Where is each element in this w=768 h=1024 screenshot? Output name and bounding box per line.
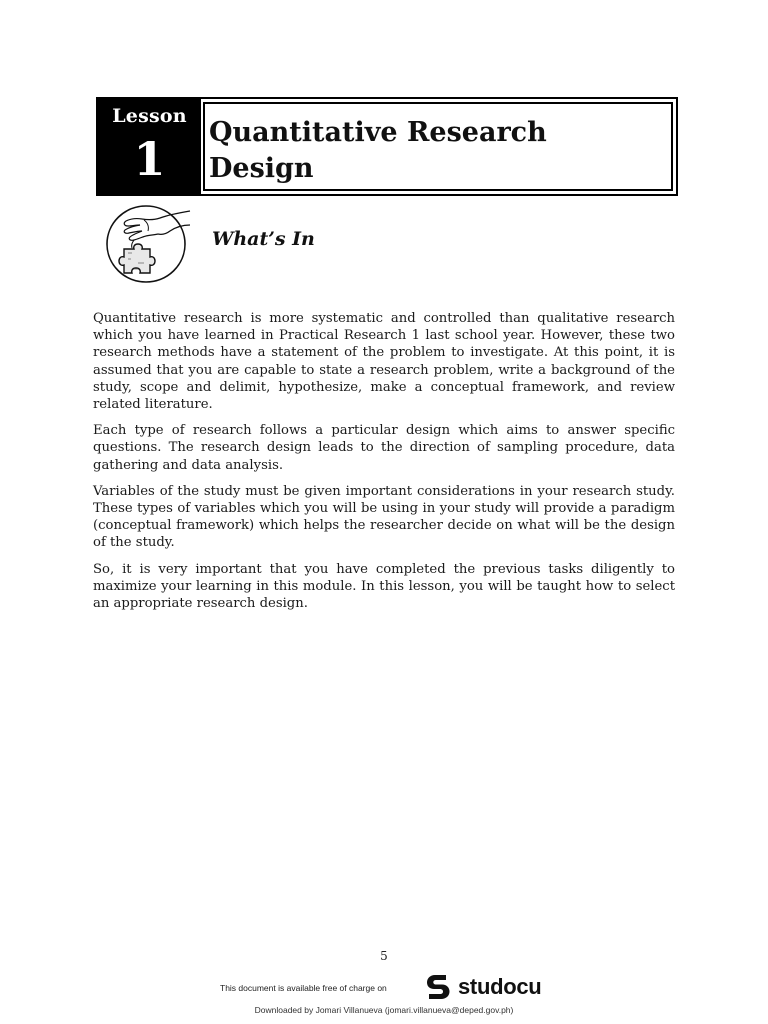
studocu-logo-icon: [424, 972, 454, 1002]
paragraph-1: Quantitative research is more systematic and controlled than qualitative research which you have learned in Practical Research 1 last school year. However, these two research methods have a statement of the problem to investigate. At this point, it is assumed that you are capable to state a research problem, write a background of the study, scope and delimit, hypothesize, make a conceptual framework, and review related literature.: [93, 311, 675, 413]
studocu-brand-text: studocu: [458, 974, 542, 999]
lesson-label: Lesson: [112, 105, 187, 127]
hand-puzzle-piece-icon: [104, 203, 192, 285]
paragraph-2: Each type of research follows a particular design which aims to answer specific questions. The research design leads to the direction of sampling procedure, data gathering and data analysis.: [93, 423, 675, 473]
paragraph-4: So, it is very important that you have completed the previous tasks diligently to maximize your learning in this module. In this lesson, you will be taught how to select an appropriate research design.: [93, 561, 675, 612]
lesson-tag: [98, 99, 201, 194]
footer-downloaded-by: Downloaded by Jomari Villanueva (jomari.villanueva@deped.gov.ph): [254, 1005, 514, 1015]
footer-free-text: This document is available free of charge on: [220, 983, 387, 993]
studocu-logo[interactable]: [424, 972, 541, 1002]
lesson-title-box: [203, 102, 673, 191]
lesson-title-line-1: Quantitative Research: [209, 117, 547, 148]
lesson-title: [209, 115, 547, 187]
lesson-header: [96, 97, 678, 196]
paragraph-3: Variables of the study must be given important considerations in your research study. These types of variables which you will be using in your study will provide a paradigm (conceptual framework) which helps the researcher decide on what will be the design of the study.: [93, 483, 675, 551]
lesson-number: 1: [133, 132, 166, 186]
page-number: 5: [380, 949, 388, 963]
lesson-title-line-2: Design: [209, 153, 314, 184]
whats-in-heading: What’s In: [212, 228, 315, 250]
body-text: [93, 310, 675, 621]
